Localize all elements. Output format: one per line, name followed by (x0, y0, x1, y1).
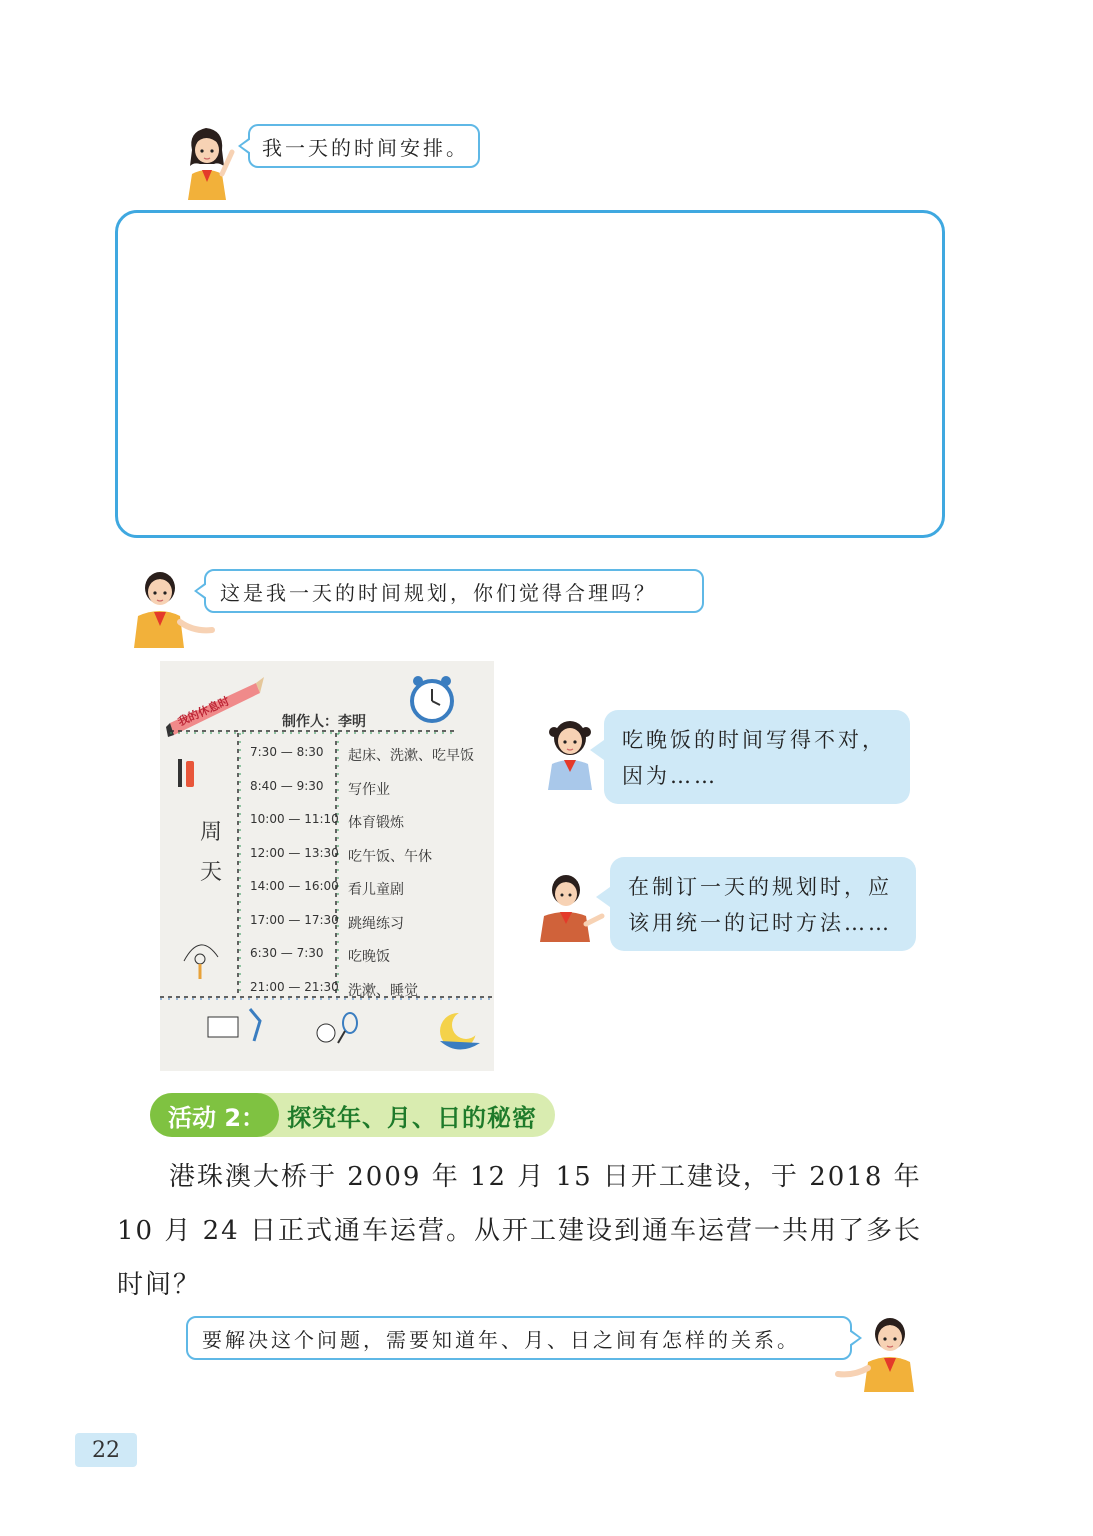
schedule-activity: 写作业 (348, 781, 390, 798)
problem-text: 港珠澳大桥于 2009 年 12 月 15 日开工建设，于 2018 年 10 月 24 日正式通车运营。从开工建设到通车运营一共用了多长时间？ (117, 1162, 922, 1300)
schedule-time: 8:40 — 9:30 (250, 778, 324, 793)
problem-paragraph (117, 1150, 949, 1312)
schedule-activity: 吃晚饭 (348, 949, 390, 965)
boy-3-character-illustration (834, 1312, 918, 1392)
activity-tag: 活动 2： (150, 1093, 279, 1137)
comment-2-text: 在制订一天的规划时，应该用统一的记时方法…… (628, 875, 892, 935)
activity-2-header (150, 1093, 555, 1137)
schedule-time: 10:00 — 11:10 (250, 812, 339, 826)
comment-bubble-2 (610, 857, 916, 951)
boy-speech-text: 这是我一天的时间规划，你们觉得合理吗？ (220, 580, 657, 605)
comment-1-text: 吃晚饭的时间写得不对，因为…… (622, 728, 886, 788)
schedule-time: 14:00 — 16:00 (250, 879, 339, 893)
hint-speech-text: 要解决这个问题，需要知道年、月、日之间有怎样的关系。 (202, 1327, 800, 1352)
boy-speech-bubble (204, 569, 704, 613)
poster-day-label: 周天 (200, 820, 223, 885)
schedule-activity: 跳绳练习 (348, 915, 404, 932)
girl-speech-bubble (248, 124, 480, 168)
schedule-activity: 洗漱、睡觉 (348, 982, 418, 999)
daily-plan-answer-box (115, 210, 945, 538)
schedule-time: 7:30 — 8:30 (250, 745, 324, 759)
schedule-time: 12:00 — 13:30 (250, 845, 339, 860)
comment-bubble-1 (604, 710, 910, 804)
girl-speech-text: 我一天的时间安排。 (262, 135, 469, 160)
schedule-activity: 吃午饭、午休 (348, 848, 432, 865)
schedule-activity: 体育锻炼 (348, 815, 404, 831)
poster-maker-text: 制作人：李明 (282, 714, 366, 730)
schedule-time: 6:30 — 7:30 (250, 946, 324, 960)
schedule-activity: 起床、洗漱、吃早饭 (348, 748, 474, 764)
schedule-time: 21:00 — 21:30 (250, 979, 339, 994)
schedule-activity: 看儿童剧 (348, 882, 404, 898)
schedule-poster-image (160, 661, 494, 1071)
girl-character-illustration (178, 122, 238, 200)
page-number: 22 (75, 1433, 137, 1467)
hint-speech-bubble (186, 1316, 852, 1360)
schedule-time: 17:00 — 17:30 (250, 912, 339, 927)
poster-banner-text: 我的休息时 (175, 694, 232, 729)
activity-title: 探究年、月、日的秘密 (287, 1103, 538, 1132)
